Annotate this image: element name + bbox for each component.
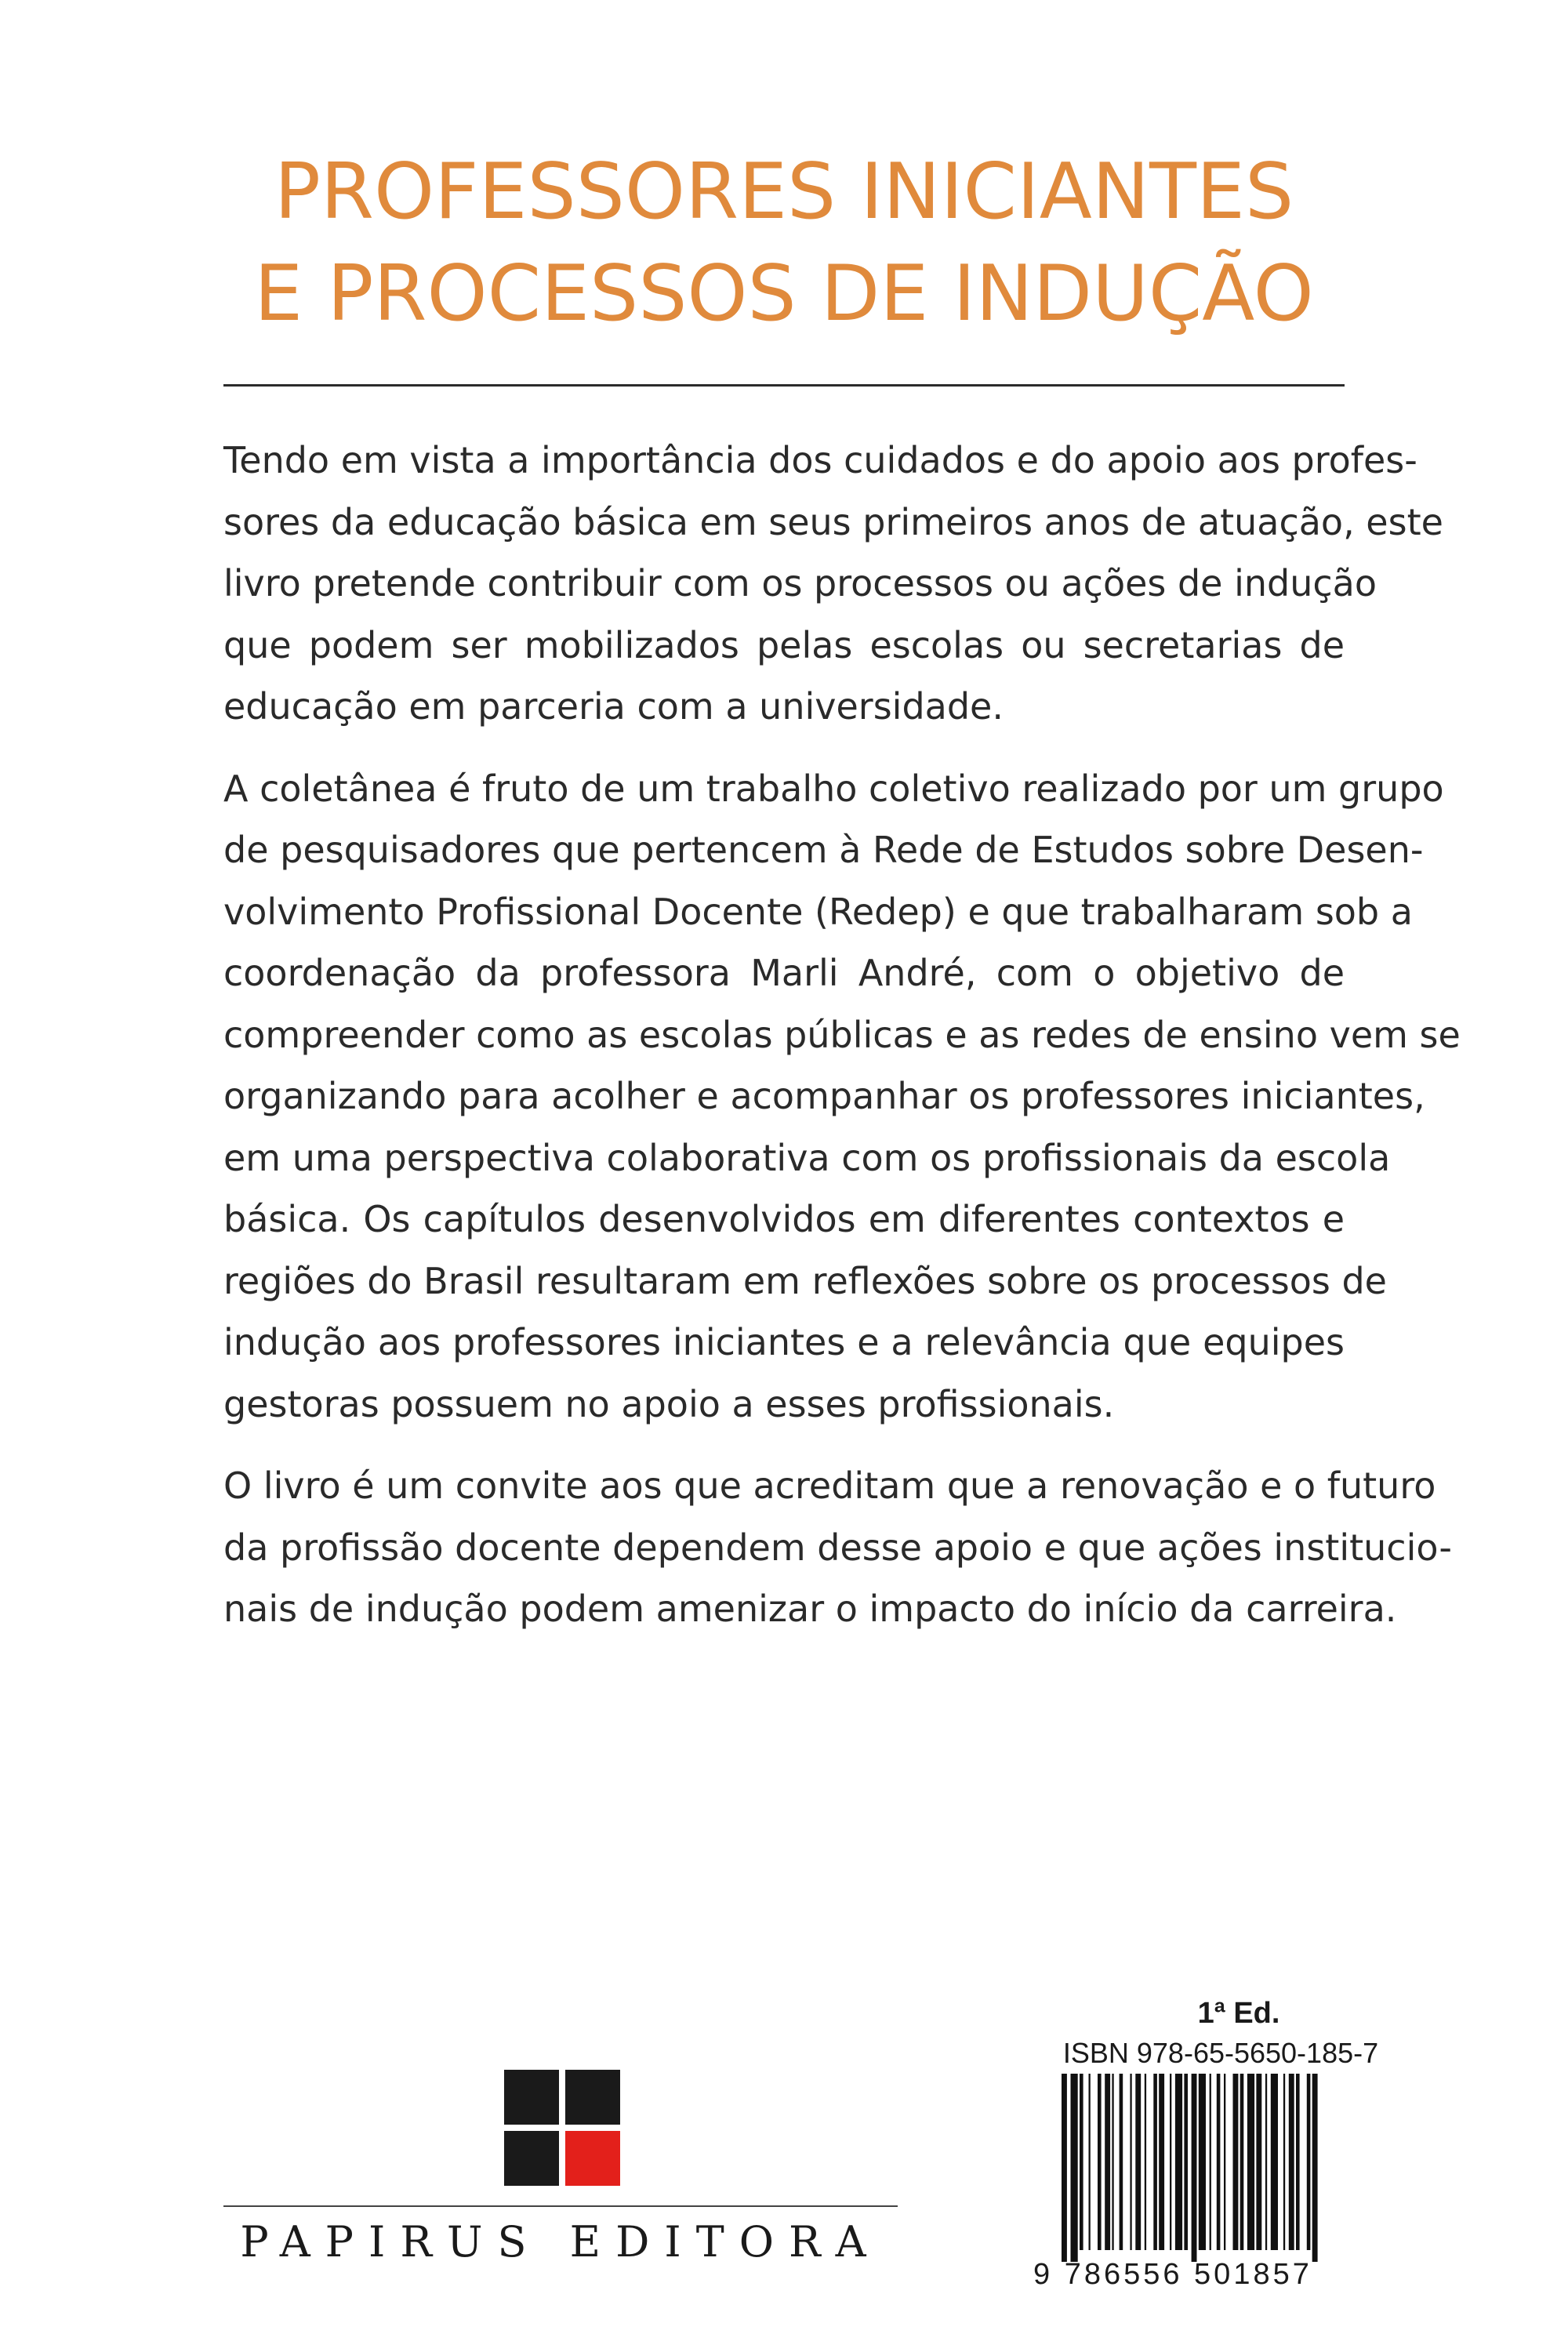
barcode-bar bbox=[1312, 2074, 1318, 2262]
barcode-bar bbox=[1098, 2074, 1102, 2250]
paragraph-2 bbox=[223, 758, 1461, 1436]
logo-square-top-right bbox=[565, 2070, 620, 2125]
barcode-bar bbox=[1153, 2074, 1157, 2250]
barcode-bar bbox=[1271, 2074, 1278, 2250]
barcode-bar bbox=[1071, 2074, 1078, 2262]
book-title bbox=[223, 141, 1345, 345]
text-line: regiões do Brasil resultaram em reflexões sobre os processos de bbox=[223, 1259, 1387, 1302]
publisher-logo-icon bbox=[504, 2070, 620, 2186]
text-line: Tendo em vista a importância dos cuidados e do apoio aos profes- bbox=[223, 439, 1417, 481]
barcode-bar bbox=[1159, 2074, 1164, 2250]
barcode-bar bbox=[1135, 2074, 1141, 2250]
text-line: coordenação da professora Marli André, com o objetivo de bbox=[223, 952, 1345, 994]
text-line: básica. Os capítulos desenvolvidos em diferentes contextos e bbox=[223, 1198, 1345, 1240]
barcode-bar bbox=[1105, 2074, 1110, 2250]
title-line-1: PROFESSORES INICIANTES bbox=[274, 147, 1294, 237]
title-divider bbox=[223, 384, 1345, 387]
barcode-bar bbox=[1120, 2074, 1123, 2250]
barcode-bar bbox=[1210, 2074, 1211, 2250]
barcode-bar bbox=[1130, 2074, 1131, 2250]
text-line: organizando para acolher e acompanhar os professores iniciantes, bbox=[223, 1075, 1425, 1117]
barcode-bar bbox=[1089, 2074, 1091, 2250]
text-line: A coletânea é fruto de um trabalho coletivo realizado por um grupo bbox=[223, 767, 1444, 810]
text-line: volvimento Profissional Docente (Redep) e que trabalharam sob a bbox=[223, 890, 1413, 933]
text-line: sores da educação básica em seus primeiros anos de atuação, este bbox=[223, 500, 1443, 543]
barcode-digits: 9 786556 501857 bbox=[1033, 2258, 1312, 2291]
publisher-divider bbox=[223, 2205, 898, 2207]
barcode-bar bbox=[1256, 2074, 1261, 2250]
text-line: livro pretende contribuir com os processos ou ações de indução bbox=[223, 562, 1377, 604]
barcode-bar bbox=[1080, 2074, 1083, 2250]
barcode-bar bbox=[1247, 2074, 1254, 2250]
title-line-2: E PROCESSOS DE INDUÇÃO bbox=[254, 249, 1314, 339]
barcode-bar bbox=[1296, 2074, 1300, 2250]
logo-square-top-left bbox=[504, 2070, 559, 2125]
barcode-bar bbox=[1170, 2074, 1171, 2250]
barcode-bar bbox=[1307, 2074, 1311, 2250]
barcode-bar bbox=[1184, 2074, 1188, 2250]
text-line: educação em parceria com a universidade. bbox=[223, 685, 1004, 728]
logo-square-bottom-right bbox=[565, 2131, 620, 2186]
synopsis bbox=[223, 430, 1461, 1661]
paragraph-1 bbox=[223, 430, 1443, 738]
text-line: da profissão docente dependem desse apoio e que ações institucio- bbox=[223, 1526, 1452, 1569]
barcode-bar bbox=[1240, 2074, 1244, 2250]
text-line: que podem ser mobilizados pelas escolas ou secretarias de bbox=[223, 623, 1345, 666]
barcode-bar bbox=[1283, 2074, 1285, 2250]
barcode-bar bbox=[1175, 2074, 1182, 2250]
logo-square-bottom-left bbox=[504, 2131, 559, 2186]
barcode-bar bbox=[1217, 2074, 1221, 2250]
isbn-label: ISBN 978-65-5650-185-7 bbox=[1062, 2037, 1379, 2069]
text-line: compreender como as escolas públicas e as redes de ensino vem se bbox=[223, 1013, 1461, 1056]
barcode-bar bbox=[1062, 2074, 1067, 2262]
text-line: em uma perspectiva colaborativa com os profissionais da escola bbox=[223, 1136, 1391, 1179]
barcode-bar bbox=[1289, 2074, 1294, 2250]
barcode-bar bbox=[1145, 2074, 1146, 2250]
barcode-bar bbox=[1233, 2074, 1239, 2250]
text-line: indução aos professores iniciantes e a relevância que equipes bbox=[223, 1321, 1345, 1363]
publisher-name: PAPIRUS EDITORA bbox=[240, 2217, 881, 2267]
text-line: O livro é um convite aos que acreditam que a renovação e o futuro bbox=[223, 1465, 1436, 1507]
paragraph-3 bbox=[223, 1455, 1452, 1640]
barcode-bar bbox=[1265, 2074, 1267, 2250]
barcode-bar bbox=[1224, 2074, 1225, 2250]
text-line: gestoras possuem no apoio a esses profissionais. bbox=[223, 1382, 1115, 1425]
barcode-bar bbox=[1192, 2074, 1197, 2262]
barcode-bar bbox=[1112, 2074, 1113, 2250]
barcode-icon bbox=[1058, 2074, 1380, 2262]
text-line: nais de indução podem amenizar o impacto do início da carreira. bbox=[223, 1588, 1397, 1630]
text-line: de pesquisadores que pertencem à Rede de Estudos sobre Desen- bbox=[223, 829, 1424, 871]
edition-label: 1ª Ed. bbox=[1197, 1997, 1280, 2030]
barcode-bar bbox=[1199, 2074, 1206, 2250]
